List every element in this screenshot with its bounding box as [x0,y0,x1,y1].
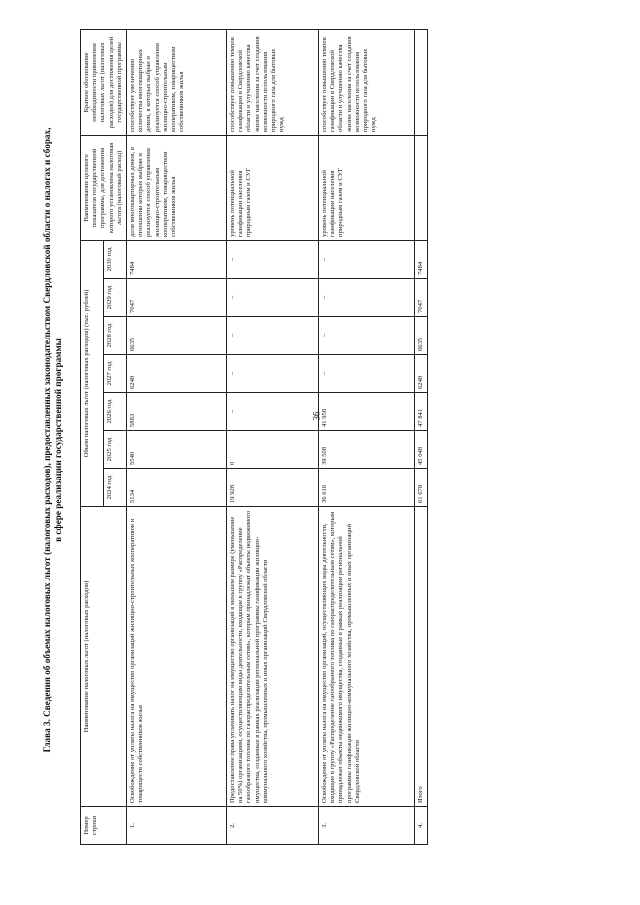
header-year: 2025 год [104,431,127,469]
tax-benefits-table [80,29,428,845]
row-number: 1. [127,807,227,845]
benefit-name: Предоставление права уплачивать налог на имущество организаций в меньшем размере (уменьшение на 50%) организациям, осуществляющим виды деятельности, входящие в группу «Распределение газообразного топлива по газораспределительным сетям», которым принадлежат объекты недвижимого имущества, созданные в рамках реализации региональной программы газификации жилищно-коммунального хозяйства, промышленных и иных организаций Свердловской области [227,507,319,807]
value-cell: 5134 [127,469,227,507]
title-line-2: в сфере реализации государственной программы [53,338,63,542]
table-row [319,29,415,844]
header-year: 2028 год [104,317,127,355]
value-cell: 39 508 [319,431,415,469]
value-cell: 6635 [127,317,227,355]
table-row [127,29,227,844]
header-row [81,29,104,844]
header-target: Наименование целевого показателя государственной программы, для достижения которого установлена налоговая льгота (налоговый расход) [81,135,127,240]
header-row-no: Номер строки [81,807,127,845]
page-title [42,35,64,845]
value-cell: – [319,317,415,355]
value-cell: – [227,393,319,431]
row-number: 4. [415,807,428,845]
value-cell: 5883 [127,393,227,431]
value-cell: 5540 [127,431,227,469]
total-value: 47 841 [415,393,428,431]
header-year: 2026 год [104,393,127,431]
header-year: 2027 год [104,355,127,393]
justification: способствует увеличению количества многоквартирных домов, в которых выбран и реализуется способ управления жилищно-строительным кооперативом, товариществом собственников жилья [127,29,227,135]
value-cell: 6248 [127,355,227,393]
value-cell: – [319,279,415,317]
empty-cell [415,29,428,135]
total-label: Итого [415,507,428,807]
target-indicator: уровень потенциальной газификации населения природным газом и СУГ [227,135,319,240]
value-cell: – [319,355,415,393]
total-value: 6635 [415,317,428,355]
header-year: 2030 год [104,240,127,278]
value-cell: 19 928 [227,469,319,507]
benefit-name: Освобождение от уплаты налога на имущество организаций жилищно-строительных кооперативов и товариществ собственников жилья [127,507,227,807]
header-year: 2029 год [104,279,127,317]
value-cell: – [227,317,319,355]
header-volume: Объем налоговых льгот (налоговых расходов) (тыс. рублей) [81,240,104,506]
value-cell: 36 616 [319,469,415,507]
value-cell: 41 958 [319,393,415,431]
value-cell: 7484 [127,240,227,278]
value-cell: 0 [227,431,319,469]
rotated-page [0,10,600,870]
table-row [227,29,319,844]
justification: способствует повышению темпов газификации в Свердловской области и улучшению качества жизни населения за счет создания возможности использования природного газа для бытовых нужд [319,29,415,135]
total-value: 7484 [415,240,428,278]
value-cell: – [227,279,319,317]
row-number: 3. [319,807,415,845]
value-cell: – [227,355,319,393]
total-value: 6248 [415,355,428,393]
value-cell: – [319,240,415,278]
total-row [415,29,428,844]
benefit-name: Освобождение от уплаты налога на имущество организаций, осуществляющих виды деятельности, входящие в группу «Распределение газообразного топлива по газораспределительным сетям», которым принадлежат объекты недвижимого имущества, созданные в рамках реализации региональной программы газификации жилищно-коммунального хозяйства, промышленных и иных организаций Свердловской области [319,507,415,807]
page-number: 36 [311,411,322,421]
total-value: 45 048 [415,431,428,469]
total-value: 7047 [415,279,428,317]
justification: способствует повышению темпов газификации в Свердловской области и улучшению качества жизни населения за счет создания возможности использования природного газа для бытовых нужд [227,29,319,135]
target-indicator: доля многоквартирных домов, в отношении которых выбран и реализуется способ управления жилищно-строительным кооперативом, товариществом собственников жилья [127,135,227,240]
header-year: 2024 год [104,469,127,507]
value-cell: 7047 [127,279,227,317]
header-name: Наименование налоговых льгот (налоговых расходов) [81,507,127,807]
total-value: 61 678 [415,469,428,507]
title-line-1: Глава 3. Сведения об объемах налоговых льгот (налоговых расходов), предоставленных законодательством Свердловской области о налогах и сборах, [42,127,52,753]
header-summary: Краткое обоснование необходимости применения налоговых льгот (налоговых расходов) для достижения целей государственной программы [81,29,127,135]
row-number: 2. [227,807,319,845]
value-cell: – [227,240,319,278]
target-indicator: уровень потенциальной газификации населения природным газом и СУГ [319,135,415,240]
empty-cell [415,135,428,240]
